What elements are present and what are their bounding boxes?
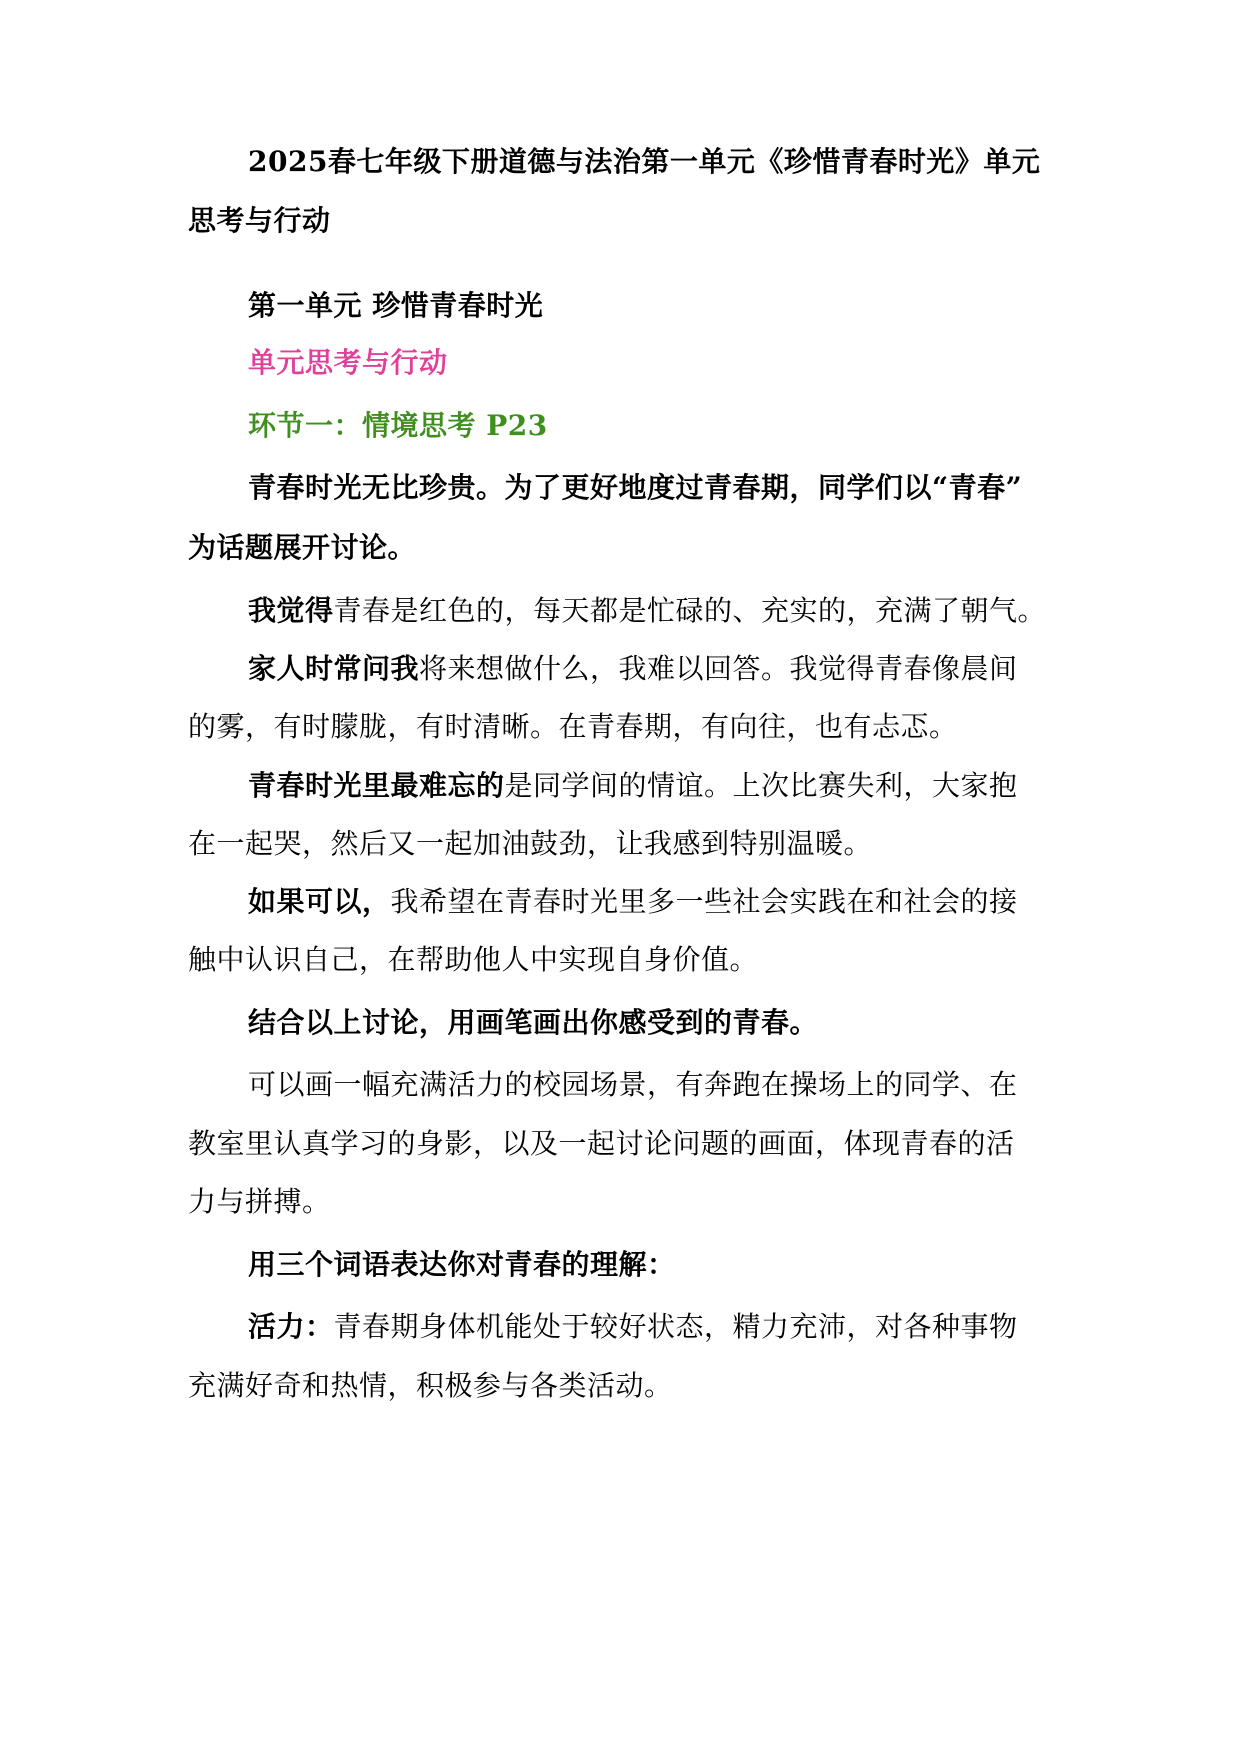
document-title-line-1: 2025春七年级下册道德与法治第一单元《珍惜青春时光》单元: [248, 145, 1041, 178]
unit-heading: 第一单元 珍惜青春时光: [248, 289, 544, 322]
view-2-line-2: 的雾，有时朦胧，有时清晰。在青春期，有向往，也有忐忑。: [188, 710, 958, 743]
view-2-text: 将来想做什么，我难以回答。我觉得青春像晨间: [419, 652, 1018, 685]
answer-1-line-1: 可以画一幅充满活力的校园场景，有奔跑在操场上的同学、在: [248, 1068, 1018, 1101]
word-1-line-1: [248, 1307, 1118, 1347]
word-1-text: 青春期身体机能处于较好状态，精力充沛，对各种事物: [333, 1310, 1018, 1343]
view-4-line-1: [248, 882, 1118, 922]
view-2-lead: 家人时常问我: [248, 652, 420, 685]
word-1-lead: 活力：: [248, 1310, 334, 1343]
view-1-text: 青春是红色的，每天都是忙碌的、充实的，充满了朝气。: [333, 594, 1047, 627]
view-4-line-2: 触中认识自己，在帮助他人中实现自身价值。: [188, 943, 759, 976]
word-1-line-2: 充满好奇和热情，积极参与各类活动。: [188, 1369, 673, 1402]
document-title-line-2: 思考与行动: [188, 204, 331, 237]
view-3-line-2: 在一起哭，然后又一起加油鼓劲，让我感到特别温暖。: [188, 827, 873, 860]
view-3-text: 是同学间的情谊。上次比赛失利，大家抱: [504, 769, 1018, 802]
answer-1-line-3: 力与拼搏。: [188, 1185, 331, 1218]
view-2-line-1: [248, 649, 1118, 689]
view-1-line-1: [248, 591, 1118, 631]
part-heading: 环节一：情境思考 P23: [248, 409, 548, 442]
view-3-line-1: [248, 766, 1118, 806]
view-1-lead: 我觉得: [248, 594, 334, 627]
view-4-text: 我希望在青春时光里多一些社会实践在和社会的接: [390, 885, 1018, 918]
task-1: 结合以上讨论，用画笔画出你感受到的青春。: [248, 1006, 819, 1039]
intro-paragraph-line-1: 青春时光无比珍贵。为了更好地度过青春期，同学们以“青春”: [248, 471, 1023, 504]
intro-paragraph-line-2: 为话题展开讨论。: [188, 531, 417, 564]
task-2: 用三个词语表达你对青春的理解：: [248, 1248, 676, 1281]
view-4-lead: 如果可以，: [248, 885, 391, 918]
view-3-lead: 青春时光里最难忘的: [248, 769, 505, 802]
answer-1-line-2: 教室里认真学习的身影，以及一起讨论问题的画面，体现青春的活: [188, 1127, 1015, 1160]
section-heading: 单元思考与行动: [248, 346, 448, 379]
